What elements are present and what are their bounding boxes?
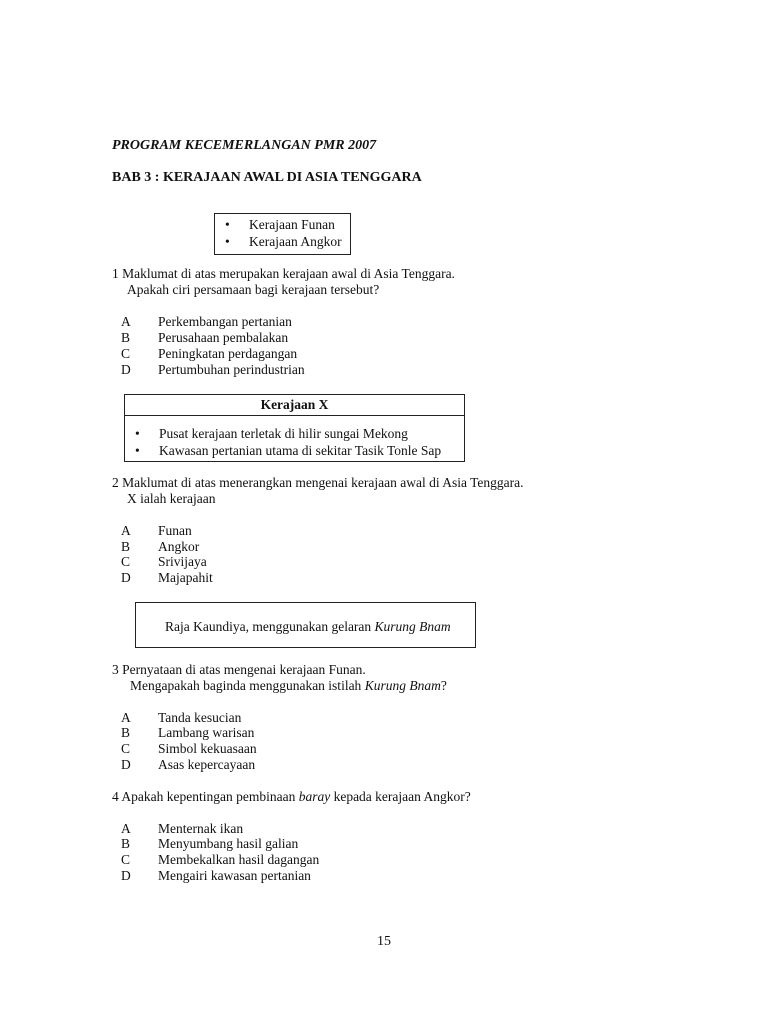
question-3-line-1: 3 Pernyataan di atas mengenai kerajaan Funan. xyxy=(112,662,366,677)
option-row: C Membekalkan hasil dagangan xyxy=(121,852,320,867)
list-item-text: Pusat kerajaan terletak di hilir sungai Mekong xyxy=(159,426,408,441)
option-row: B Menyumbang hasil galian xyxy=(121,836,299,851)
option-row: B Perusahaan pembalakan xyxy=(121,330,289,345)
option-row: B Angkor xyxy=(121,539,200,554)
option-row: C Srivijaya xyxy=(121,554,207,569)
question-1-line-2: Apakah ciri persamaan bagi kerajaan tersebut? xyxy=(127,282,380,297)
chapter-heading: BAB 3 : KERAJAAN AWAL DI ASIA TENGGARA xyxy=(112,170,422,185)
info-box-kingdoms xyxy=(214,213,351,255)
option-row: A Tanda kesucian xyxy=(121,710,242,725)
question-1-line-1: 1 Maklumat di atas merupakan kerajaan awal di Asia Tenggara. xyxy=(112,266,455,281)
option-row: D Majapahit xyxy=(121,570,213,585)
document-title: PROGRAM KECEMERLANGAN PMR 2007 xyxy=(112,138,377,153)
option-row: A Perkembangan pertanian xyxy=(121,314,292,329)
info-box-raja-kaundiya xyxy=(135,602,476,648)
list-item: • Pusat kerajaan terletak di hilir sungai Mekong xyxy=(135,426,408,441)
box-statement: Raja Kaundiya, menggunakan gelaran Kurung Bnam xyxy=(165,619,451,634)
list-item: • Kerajaan Funan xyxy=(225,217,335,232)
option-row: D Pertumbuhan perindustrian xyxy=(121,362,305,377)
option-row: D Asas kepercayaan xyxy=(121,757,256,772)
list-item-text: Kerajaan Funan xyxy=(249,217,335,232)
question-4-line-1: 4 Apakah kepentingan pembinaan baray kepada kerajaan Angkor? xyxy=(112,789,471,804)
info-box-kerajaan-x xyxy=(124,394,465,462)
box-heading: Kerajaan X xyxy=(125,395,464,416)
question-3-line-2: Mengapakah baginda menggunakan istilah Kurung Bnam? xyxy=(130,678,447,693)
option-row: A Funan xyxy=(121,523,192,538)
list-item: • Kerajaan Angkor xyxy=(225,234,342,249)
list-item-text: Kerajaan Angkor xyxy=(249,234,342,249)
option-row: C Peningkatan perdagangan xyxy=(121,346,298,361)
list-item: • Kawasan pertanian utama di sekitar Tasik Tonle Sap xyxy=(135,443,442,458)
list-item-text: Kawasan pertanian utama di sekitar Tasik Tonle Sap xyxy=(159,443,442,458)
page-number: 15 xyxy=(377,934,391,949)
option-row: D Mengairi kawasan pertanian xyxy=(121,868,311,883)
question-2-line-2: X ialah kerajaan xyxy=(127,491,216,506)
option-row: C Simbol kekuasaan xyxy=(121,741,257,756)
question-2-line-1: 2 Maklumat di atas menerangkan mengenai kerajaan awal di Asia Tenggara. xyxy=(112,475,524,490)
option-row: B Lambang warisan xyxy=(121,725,255,740)
option-row: A Menternak ikan xyxy=(121,821,244,836)
